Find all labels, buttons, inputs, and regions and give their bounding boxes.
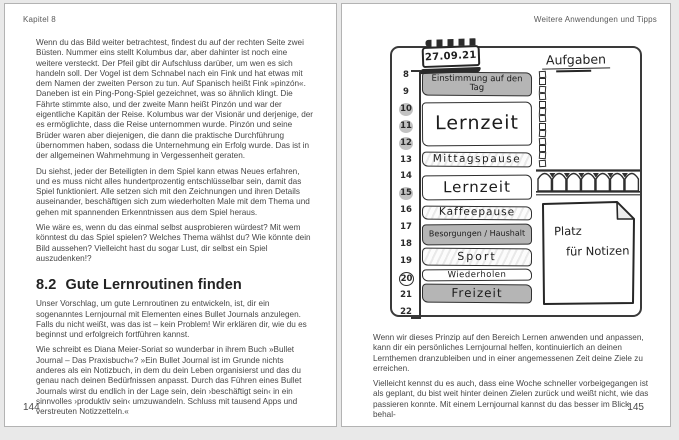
paragraph-group-bottom — [36, 299, 314, 417]
hour-label-17: 17 — [400, 222, 412, 233]
hour-label-10: 10 — [400, 103, 412, 114]
paragraph: Vielleicht kennst du es auch, dass eine Woche schneller vorbeigegangen ist als geplant, du bist weit hinter deinen Zielen zurück und weißt nicht, wie das passieren konnte. Mit einem Lernjournal kannst du das besser im Blick behal- — [373, 379, 649, 420]
calendar-face — [422, 45, 481, 68]
notes-paper — [540, 200, 636, 306]
paragraph: Wie schreibt es Diana Meier-Soriat so wunderbar in ihrem Buch »Bullet Journal – Das Praxisbuch«? »Ein Bullet Journal ist im Grunde nichts anderes als ein Notizbuch, in dem du dein Leben organisierst und das du genau nach deinen Bedürfnissen anpasst. Durch das Führen eines Bullet Journals wirst du endlich in der Lage sein, dein ›beschäftigt sein‹ in ein sinnvolles ›produktiv sein‹ umzuwandeln. Schluss mit tausend Apps und verstreuten Notizzetteln.« — [36, 345, 302, 417]
schedule-block: Wiederholen — [422, 269, 532, 282]
paragraph: Wie wäre es, wenn du das einmal selbst ausprobieren würdest? Mit wem könntest du das Spiel spielen? Welches Thema wählst du? Wie könnte dein Bild aussehen? Vielleicht hast du sogar Lust, dir selbst ein Spiel auszudenken!? — [36, 223, 311, 263]
running-header: Weitere Anwendungen und Tipps — [533, 15, 657, 24]
schedule-block: Freizeit — [422, 284, 532, 304]
hour-label-16: 16 — [400, 205, 412, 216]
task-checkbox — [539, 93, 546, 100]
left-page — [4, 3, 337, 427]
hour-label-15: 15 — [400, 188, 412, 199]
hour-label-13: 13 — [400, 154, 412, 165]
task-checkbox — [539, 152, 546, 159]
paragraph: Du siehst, jeder der Beteiligten in dem Spiel kann etwas Neues erfahren, und es muss nicht alles hundertprozentig entschlüsselbar sein, damit das Spiel funktioniert. Alle setzen sich mit den Zeichnungen und ihren Details auseinander, beschäftigen sich zum wiederholten Male mit dem Thema und gehen mit spannenden Erkenntnissen aus dem Spiel heraus. — [36, 166, 310, 217]
task-checkbox — [539, 123, 546, 130]
schedule-block: Besorgungen / Haushalt — [422, 224, 532, 246]
schedule-block: Kaffeepause — [422, 206, 532, 221]
schedule-block: Lernzeit — [422, 175, 532, 201]
schedule-block: Einstimmung auf den Tag — [422, 72, 532, 97]
tasks-title: Aufgaben — [542, 51, 610, 69]
hour-label-19: 19 — [400, 255, 412, 266]
section-number: 8.2 — [36, 277, 57, 294]
task-checkbox — [539, 78, 546, 85]
hour-label-12: 12 — [400, 137, 412, 148]
paragraph-group-top — [36, 38, 314, 264]
task-checkbox — [539, 71, 546, 78]
task-checkbox — [539, 101, 546, 108]
hours-axis-line — [419, 70, 421, 319]
page-number-left: 144 — [23, 402, 40, 413]
hour-label-14: 14 — [400, 171, 412, 182]
notes-label-line2: für Notizen — [565, 243, 630, 259]
notes-label-line1: Platz — [553, 223, 582, 239]
left-page-body — [36, 38, 314, 423]
chapter-header: Kapitel 8 — [23, 15, 56, 24]
schedule-block: Sport — [422, 248, 532, 267]
hour-label-22: 22 — [400, 306, 412, 317]
schedule-block: Lernzeit — [422, 102, 532, 147]
hour-label-9: 9 — [403, 86, 409, 97]
journal-sketch — [390, 46, 642, 317]
calendar-date: 27.09.21 — [424, 49, 478, 64]
hour-label-18: 18 — [400, 239, 412, 249]
paragraph: Unser Vorschlag, um gute Lernroutinen zu entwickeln, ist, dir ein sogenanntes Lernjournal mit Elementen eines Bullet Journals anzulegen. Falls du nicht weißt, was das ist – kein Problem! Wir erklären dir, wie du es beginnst und erfolgreich fortführen kannst. — [36, 299, 307, 340]
right-page-body — [373, 333, 650, 425]
page-number-right: 145 — [627, 402, 644, 413]
schedule-block: Mittagspause — [422, 152, 532, 168]
paragraph: Wenn du das Bild weiter betrachtest, findest du auf der rechten Seite zwei Büsten. Nummer eins stellt Kolumbus dar, aber dahinter ist noch eine weitere versteckt. Der Pfeil gibt dir Aufschluss darüber, um wen es sich handeln soll. Der Vogel ist dem Schnabel nach ein Fink und hat etwas mit dem Namen der zweiten Person zu tun. Auf Spanisch heißt Fink »pinzón«. Daneben ist ein Ping-Pong-Spiel gezeichnet, was so ähnlich klingt. Die Fährte stimmte also, und der zweite Mann heißt Pinzón und war der eigentliche Kapitän der Reise. Kolumbus war der Visionär und derjenige, der es ermöglichte, dass die Reise unternommen wurde. Pinzón und seine Brüder waren aber diejenigen, die dann die praktische Durchführung übernommen haben, sodass die Unternehmung ein Erfolg wurde. Das ist in der allgemeinen Wahrnehmung in Vergessenheit geraten. — [36, 38, 314, 161]
washi-tape-decoration — [536, 169, 640, 196]
axis-tick-bottom — [411, 317, 420, 319]
section-heading — [36, 277, 314, 293]
task-checkbox — [539, 160, 546, 167]
right-page — [341, 3, 671, 427]
calendar-icon — [418, 38, 485, 78]
hour-label-20: 20 — [400, 273, 413, 284]
hour-label-11: 11 — [400, 120, 412, 131]
task-checkbox — [539, 137, 546, 144]
paragraph: Wenn wir dieses Prinzip auf den Bereich Lernen anwenden und anpassen, kann dir ein persönliches Lernjournal helfen, kontinuierlich an deinen Lernthemen dranzubleiben und in einer angemessenen Zeit deine Ziele zu erreichen. — [373, 333, 644, 373]
hour-label-21: 21 — [400, 289, 412, 300]
task-checkbox — [539, 130, 546, 137]
task-checkbox — [539, 115, 546, 122]
calendar-pages-stack — [420, 67, 482, 74]
section-title: Gute Lernroutinen finden — [65, 277, 242, 294]
hour-label-8: 8 — [403, 70, 409, 80]
